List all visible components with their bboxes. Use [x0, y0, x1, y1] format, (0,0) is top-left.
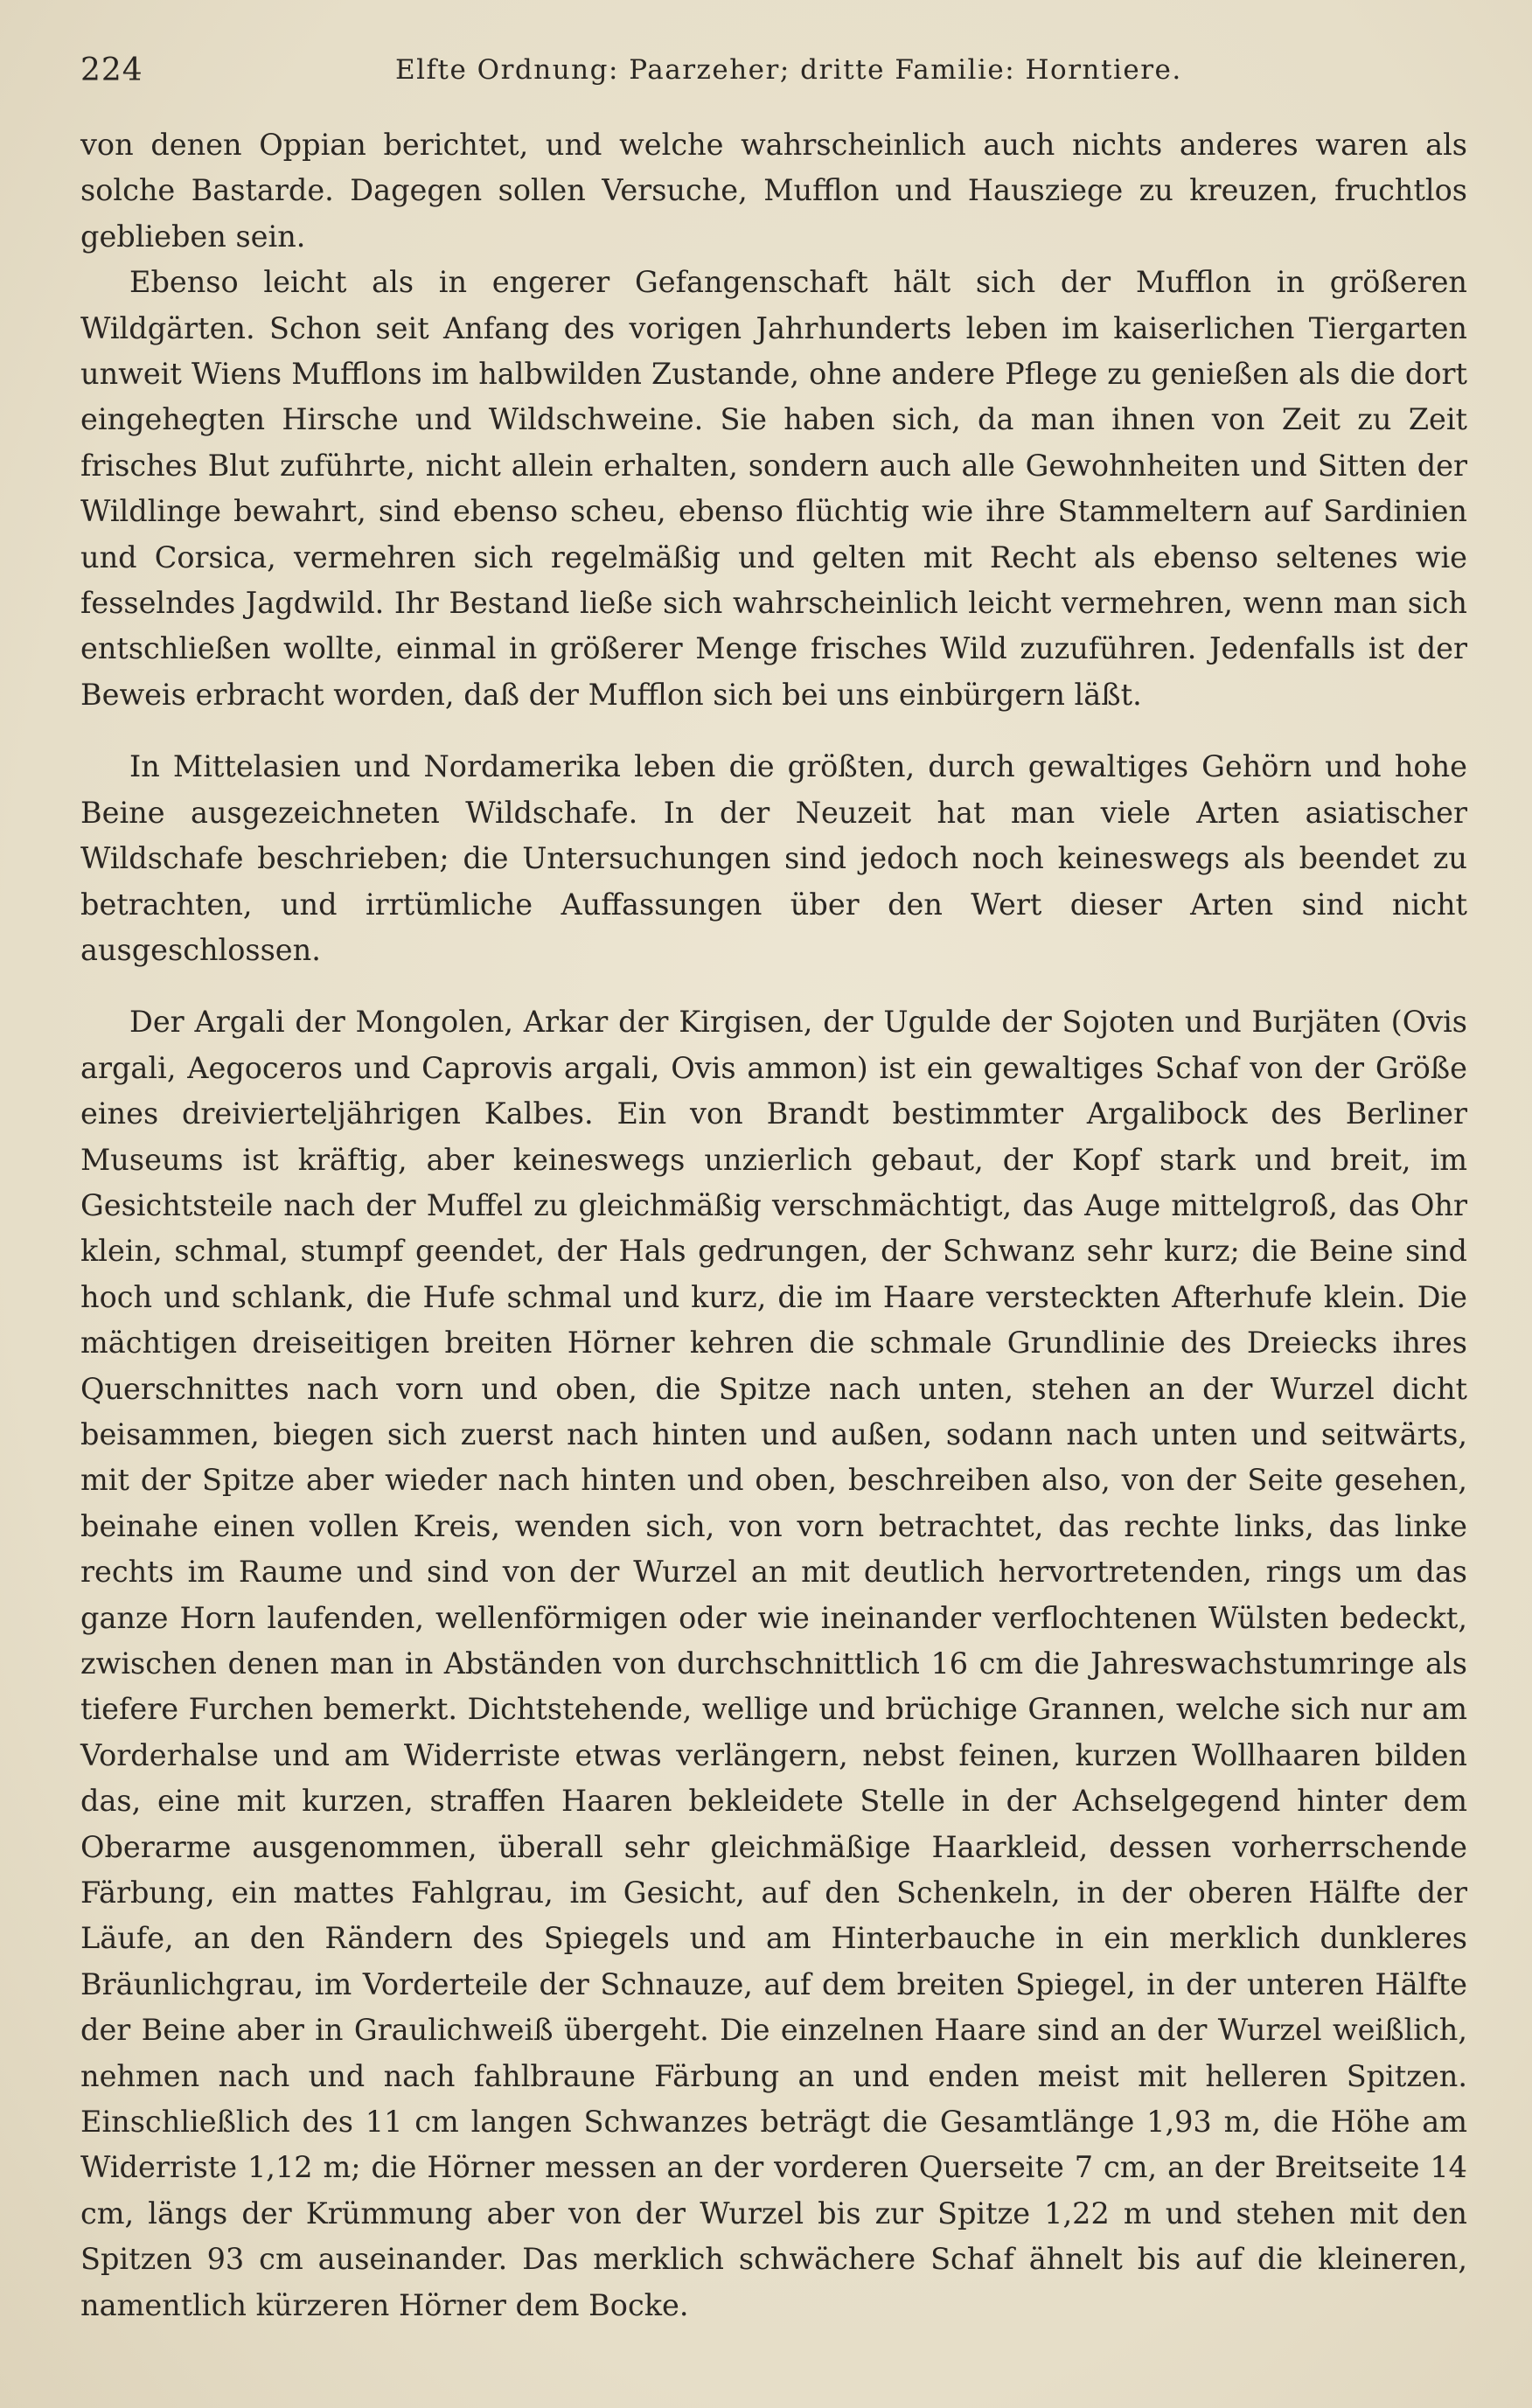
running-head: [80, 45, 1462, 98]
page-number: 224: [80, 52, 143, 88]
paragraph-4: Der Argali der Mongolen, Arkar der Kirgisen, der Ugulde der Sojoten und Burjäten (Ovis argali, Aegoceros und Caprovis argali, Ovis ammon) ist ein gewaltiges Schaf von der Größe eines dreivierteljährigen Kalbes. Ein von Brandt bestimmter Argalibock des Berliner Museums ist kräftig, aber keineswegs unzierlich gebaut, der Kopf stark und breit, im Gesichtsteile nach der Muffel zu gleichmäßig verschmächtigt, das Auge mittelgroß, das Ohr klein, schmal, stumpf geendet, der Hals gedrungen, der Schwanz sehr kurz; die Beine sind hoch und schlank, die Hufe schmal und kurz, die im Haare versteckten Afterhufe klein. Die mächtigen dreiseitigen breiten Hörner kehren die schmale Grundlinie des Dreiecks ihres Querschnittes nach vorn und oben, die Spitze nach unten, stehen an der Wurzel dicht beisammen, biegen sich zuerst nach hinten und außen, sodann nach unten und seitwärts, mit der Spitze aber wieder nach hinten und oben, beschreiben also, von der Seite gesehen, beinahe einen vollen Kreis, wenden sich, von vorn betrachtet, das rechte links, das linke rechts im Raume und sind von der Wurzel an mit deutlich hervortretenden, rings um das ganze Horn laufenden, wellenförmigen oder wie ineinander verflochtenen Wülsten bedeckt, zwischen denen man in Abständen von durchschnittlich 16 cm die Jahreswachstumringe als tiefere Furchen bemerkt. Dichtstehende, wellige und brüchige Grannen, welche sich nur am Vorderhalse und am Widerriste etwas verlängern, nebst feinen, kurzen Wollhaaren bilden das, eine mit kurzen, straffen Haaren bekleidete Stelle in der Achselgegend hinter dem Oberarme ausgenommen, überall sehr gleichmäßige Haarkleid, dessen vorherrschende Färbung, ein mattes Fahlgrau, im Gesicht, auf den Schenkeln, in der oberen Hälfte der Läufe, an den Rändern des Spiegels und am Hinterbauche in ein merklich dunkleres Bräunlichgrau, im Vorderteile der Schnauze, auf dem breiten Spiegel, in der unteren Hälfte der Beine aber in Graulichweiß übergeht. Die einzelnen Haare sind an der Wurzel weißlich, nehmen nach und nach fahlbraune Färbung an und enden meist mit helleren Spitzen. Einschließlich des 11 cm langen Schwanzes beträgt die Gesamtlänge 1,93 m, die Höhe am Widerriste 1,12 m; die Hörner messen an der vorderen Querseite 7 cm, an der Breitseite 14 cm, längs der Krümmung aber von der Wurzel bis zur Spitze 1,22 m und stehen mit den Spitzen 93 cm auseinander. Das merklich schwächere Schaf ähnelt bis auf die kleineren, namentlich kürzeren Hörner dem Bocke.: [80, 1005, 1467, 2322]
paragraph-2: Ebenso leicht als in engerer Gefangenschaft hält sich der Mufflon in größeren Wildgärten. Schon seit Anfang des vorigen Jahrhunderts leben im kaiserlichen Tiergarten unweit Wiens Mufflons im halbwilden Zustande, ohne andere Pflege zu genießen als die dort eingehegten Hirsche und Wildschweine. Sie haben sich, da man ihnen von Zeit zu Zeit frisches Blut zuführte, nicht allein erhalten, sondern auch alle Gewohnheiten und Sitten der Wildlinge bewahrt, sind ebenso scheu, ebenso flüchtig wie ihre Stammeltern auf Sardinien und Corsica, vermehren sich regelmäßig und gelten mit Recht als ebenso seltenes wie fesselndes Jagdwild. Ihr Bestand ließe sich wahrscheinlich leicht vermehren, wenn man sich entschließen wollte, einmal in größerer Menge frisches Wild zuzuführen. Jedenfalls ist der Beweis erbracht worden, daß der Mufflon sich bei uns einbürgern läßt.: [80, 265, 1467, 712]
paragraph-3: In Mittelasien und Nordamerika leben die größten, durch gewaltiges Gehörn und hohe Beine ausgezeichneten Wildschafe. In der Neuzeit hat man viele Arten asiatischer Wildschafe beschrieben; die Untersuchungen sind jedoch noch keineswegs als beendet zu betrachten, und irrtümliche Auffassungen über den Wert dieser Arten sind nicht ausgeschlossen.: [80, 749, 1467, 967]
paragraph-1: von denen Oppian berichtet, und welche wahrscheinlich auch nichts anderes waren als solche Bastarde. Dagegen sollen Versuche, Mufflon und Hausziege zu kreuzen, fruchtlos geblieben sein.: [80, 128, 1467, 254]
running-head-title: Elfte Ordnung: Paarzeher; dritte Familie: Horntiere.: [395, 54, 1182, 86]
text-body: [80, 122, 1467, 2328]
